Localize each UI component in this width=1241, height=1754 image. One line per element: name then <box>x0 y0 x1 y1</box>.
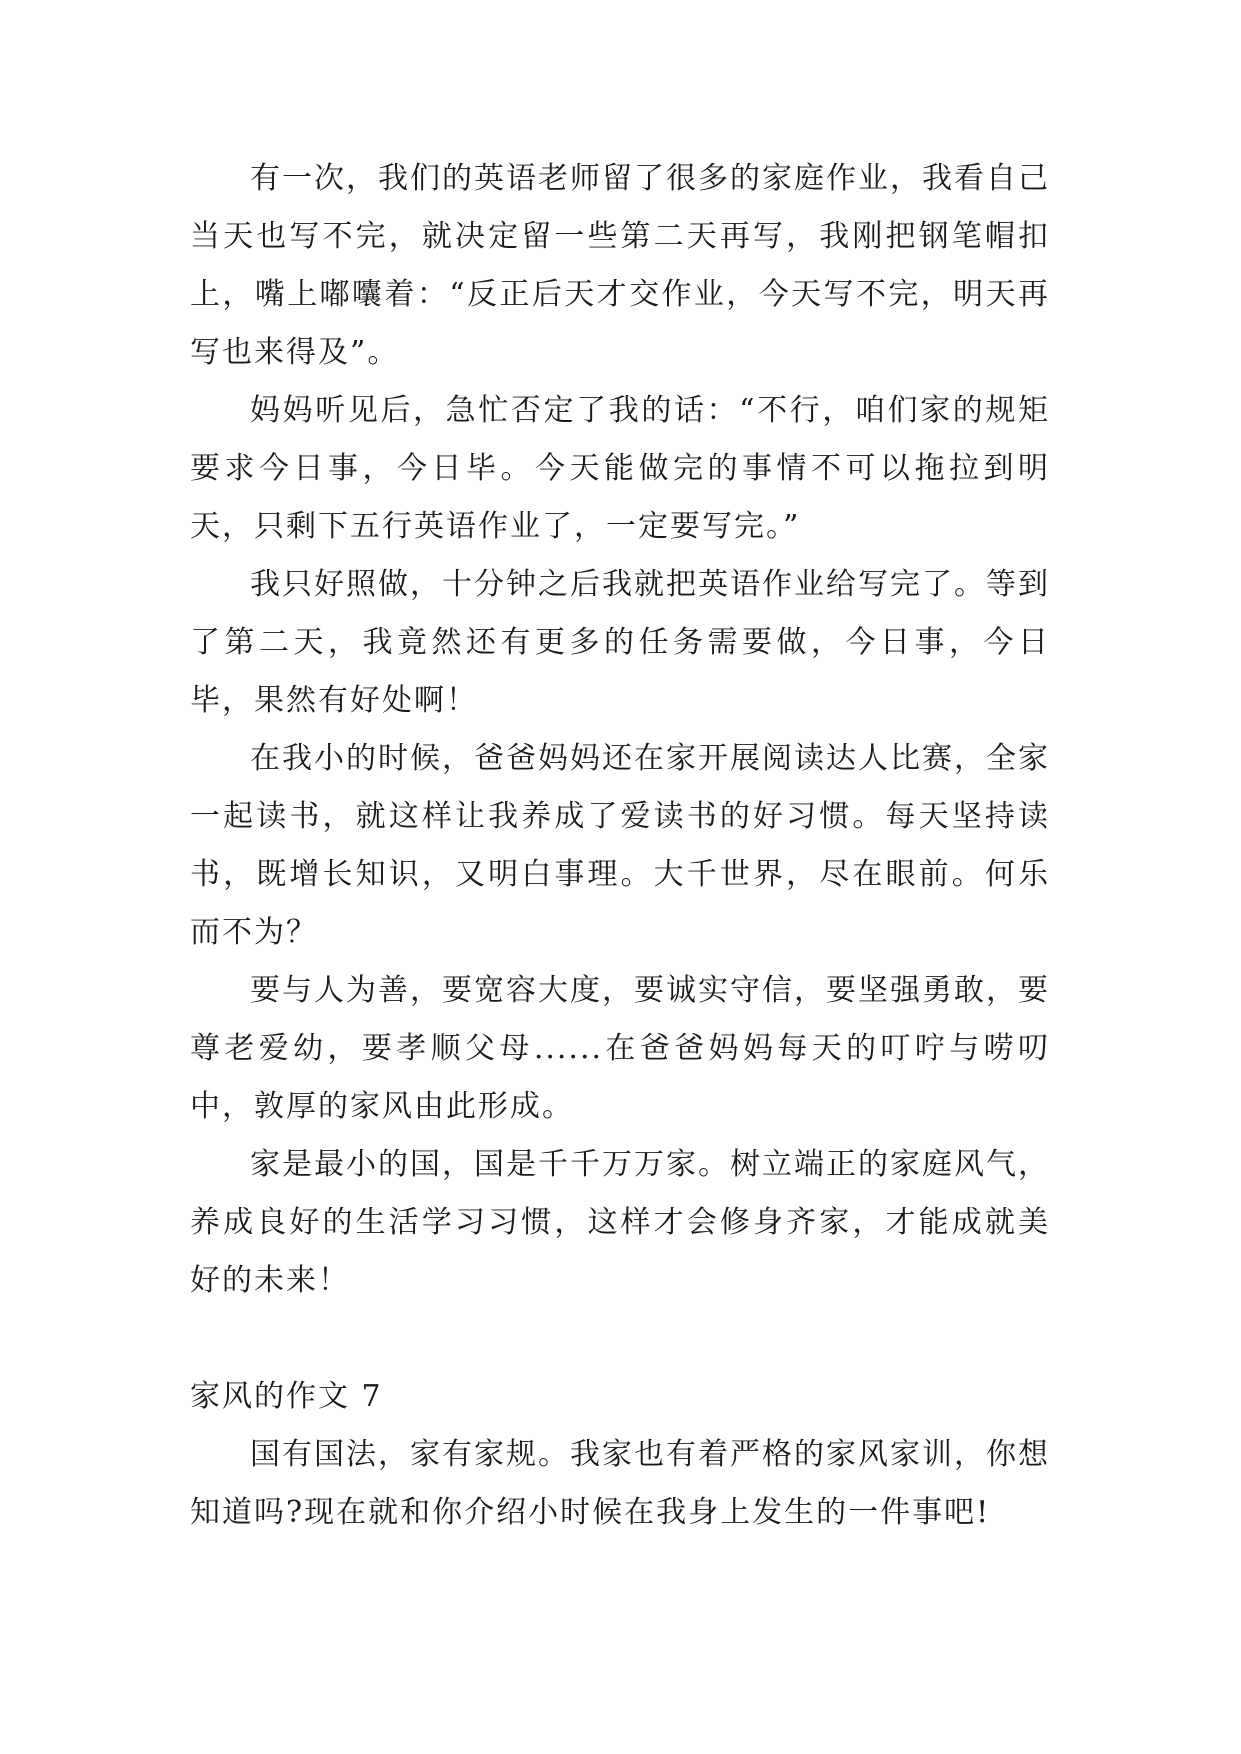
paragraph: 国有国法，家有家规。我家也有着严格的家风家训，你想知道吗?现在就和你介绍小时候在我身上发生的一件事吧! <box>190 1437 1050 1530</box>
paragraph: 要与人为善，要宽容大度，要诚实守信，要坚强勇敢，要尊老爱幼，要孝顺父母......在爸爸妈妈每天的叮咛与唠叨中，敦厚的家风由此形成。 <box>190 973 1050 1124</box>
paragraph: 妈妈听见后，急忙否定了我的话：“不行，咱们家的规矩要求今日事，今日毕。今天能做完的事情不可以拖拉到明天，只剩下五行英语作业了，一定要写完。” <box>190 393 1050 544</box>
section-title: 家风的作文 7 <box>190 1379 383 1414</box>
paragraph: 我只好照做，十分钟之后我就把英语作业给写完了。等到了第二天，我竟然还有更多的任务需要做，今日事，今日毕，果然有好处啊！ <box>190 567 1050 718</box>
document-body <box>190 150 1050 1542</box>
paragraph: 在我小的时候，爸爸妈妈还在家开展阅读达人比赛，全家一起读书，就这样让我养成了爱读书的好习惯。每天坚持读书，既增长知识，又明白事理。大千世界，尽在眼前。何乐而不为？ <box>190 741 1050 950</box>
paragraph: 家是最小的国，国是千千万万家。树立端正的家庭风气，养成良好的生活学习习惯，这样才会修身齐家，才能成就美好的未来！ <box>190 1147 1050 1298</box>
paragraph: 有一次，我们的英语老师留了很多的家庭作业，我看自己当天也写不完，就决定留一些第二天再写，我刚把钢笔帽扣上，嘴上嘟囔着：“反正后天才交作业，今天写不完，明天再写也来得及”。 <box>190 161 1050 370</box>
